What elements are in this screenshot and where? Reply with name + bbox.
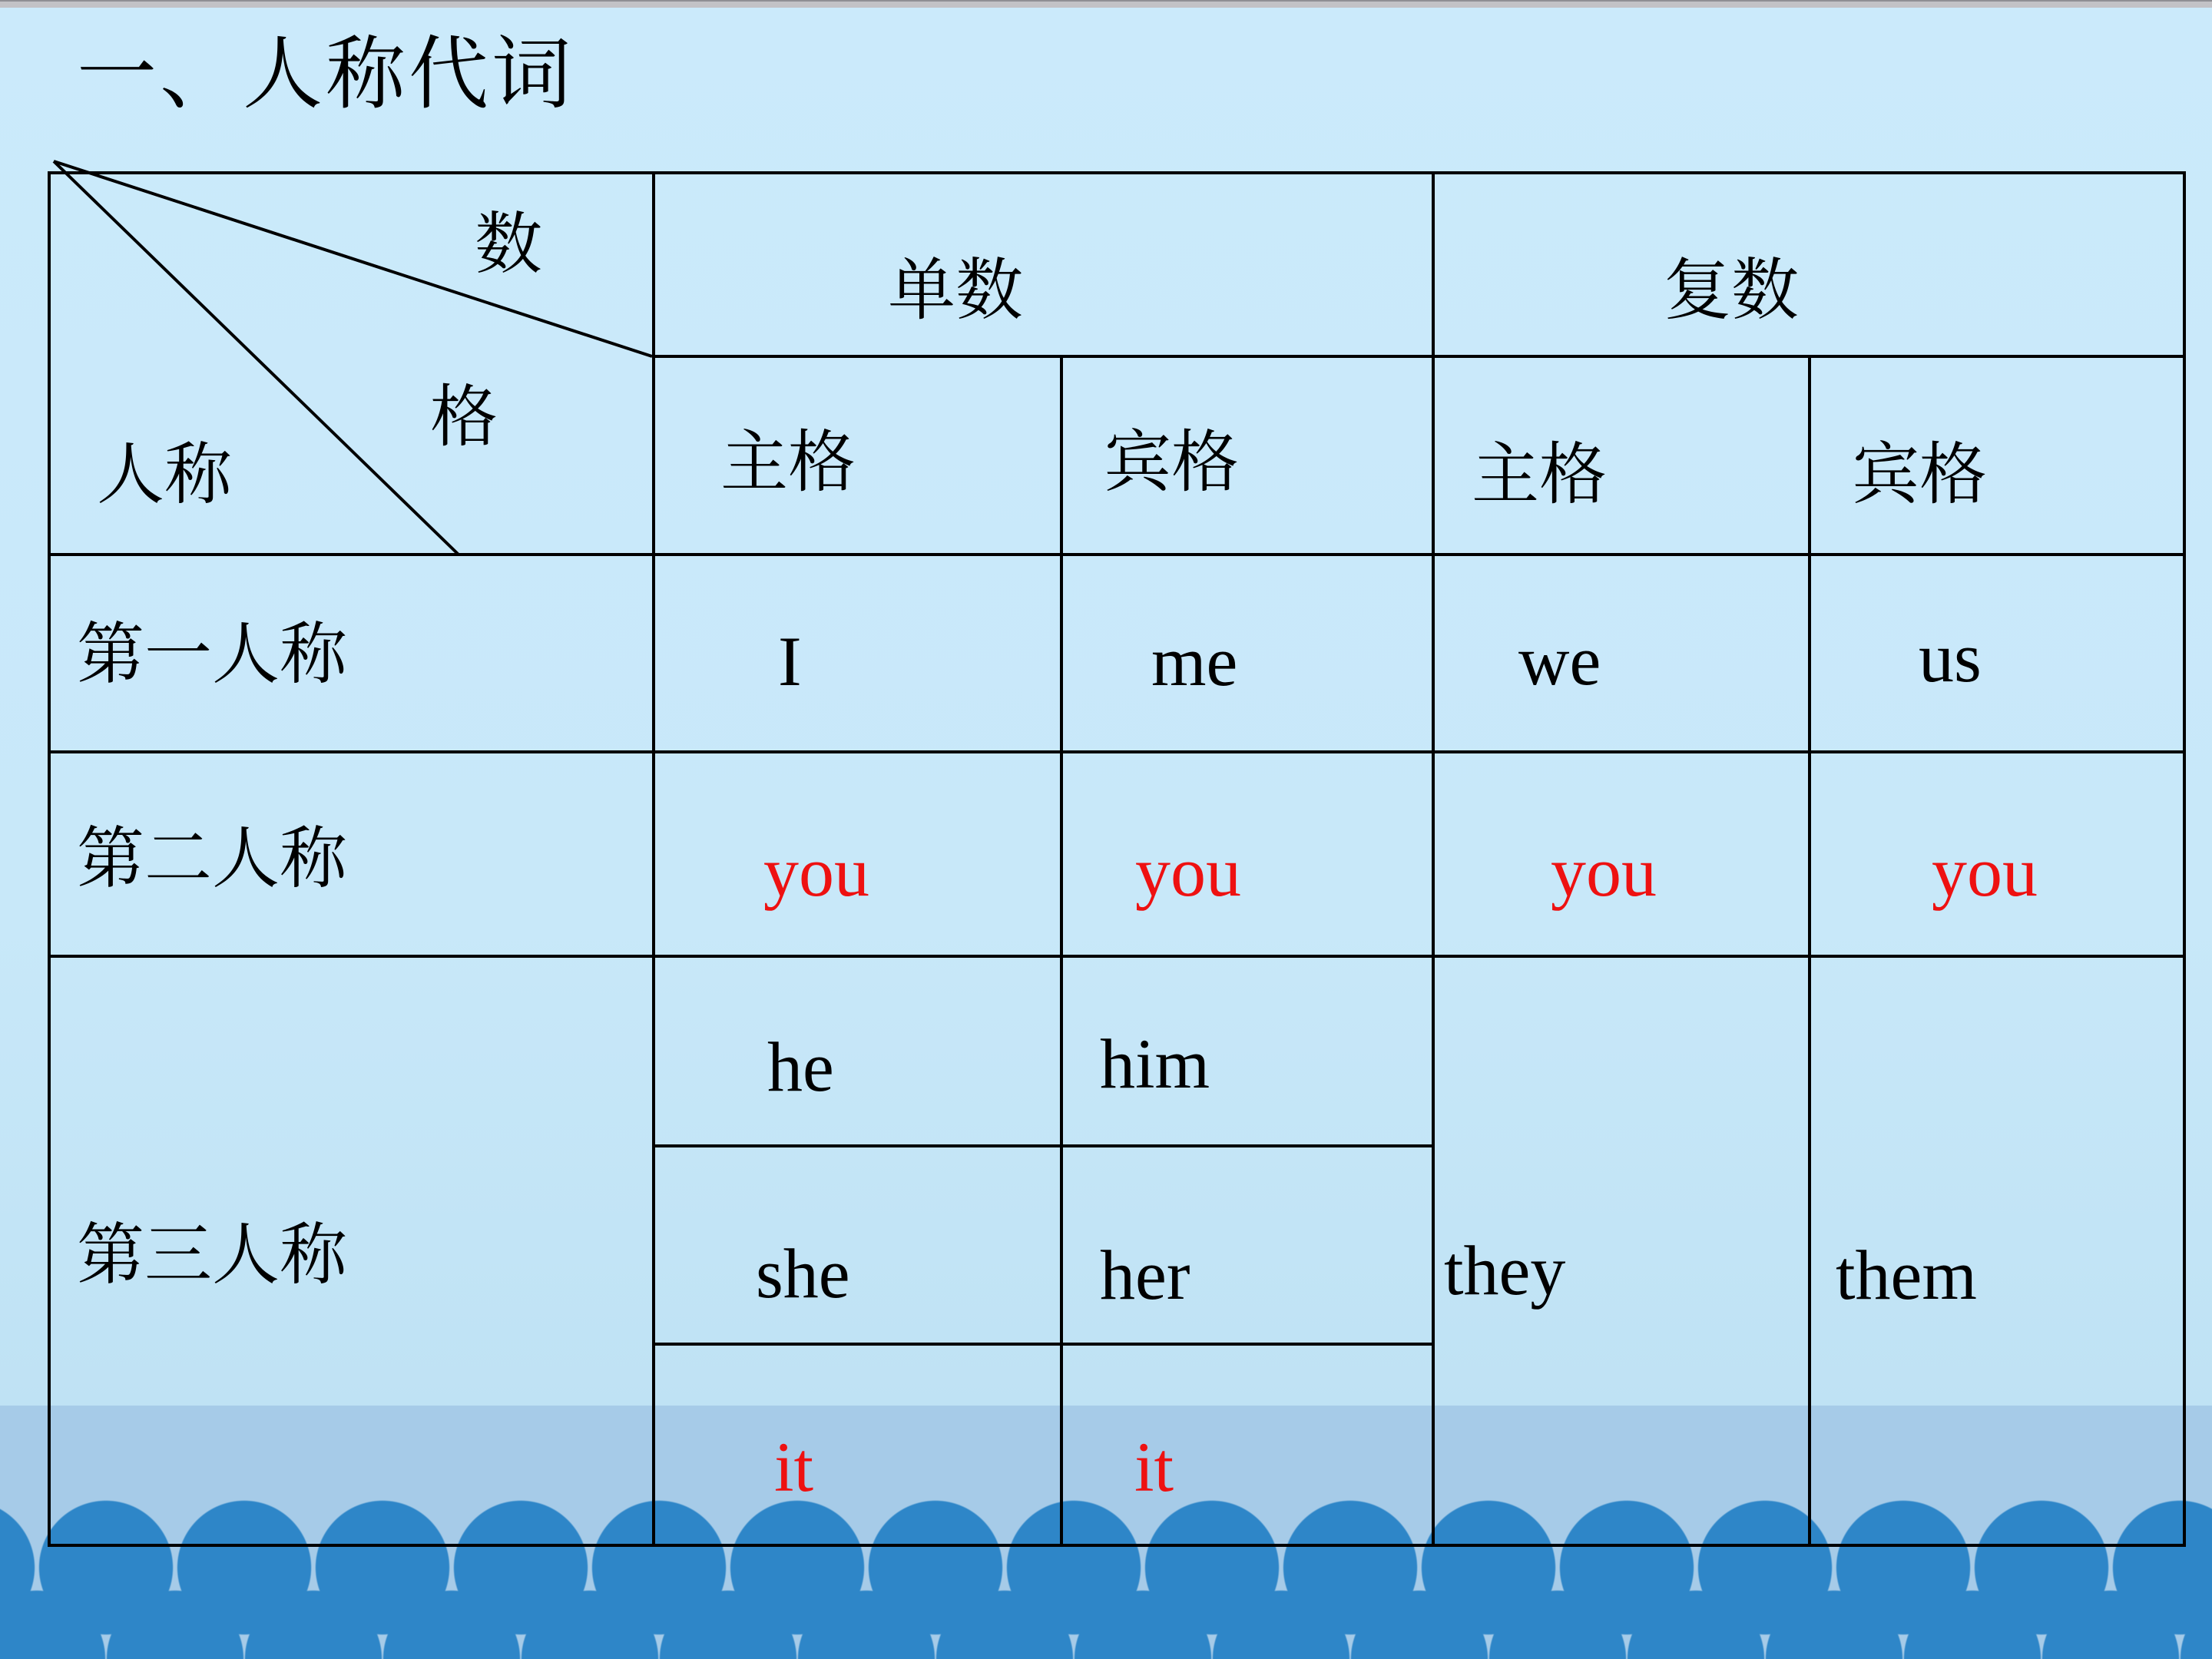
row-label-third-person: 第三人称: [77, 1219, 348, 1293]
header-singular-nominative: 主格: [720, 426, 856, 501]
cell-third-he: he: [767, 1028, 834, 1106]
cell-third-she: she: [756, 1234, 850, 1313]
cell-first-plural-objective: us: [1919, 618, 1982, 697]
cell-first-singular-objective: me: [1151, 622, 1238, 700]
cell-third-it-nominative: it: [774, 1428, 814, 1506]
page-title: 一、人称代词: [77, 31, 575, 119]
cell-third-they: they: [1444, 1231, 1566, 1310]
cell-second-singular-nominative: you: [763, 833, 869, 911]
corner-label-case: 格: [430, 381, 498, 455]
cell-first-singular-nominative: I: [778, 622, 802, 700]
header-plural-nominative: 主格: [1472, 439, 1608, 513]
cell-third-them: them: [1836, 1236, 1977, 1314]
cell-second-plural-objective: you: [1932, 833, 2038, 911]
cell-second-plural-nominative: you: [1551, 833, 1657, 911]
cell-third-him: him: [1100, 1025, 1210, 1103]
row-label-first-person: 第一人称: [77, 618, 348, 693]
header-singular-objective: 宾格: [1104, 426, 1240, 501]
cell-third-her: her: [1100, 1236, 1190, 1314]
header-plural: 复数: [1664, 254, 1800, 329]
corner-label-person: 人称: [97, 439, 233, 513]
cell-first-plural-nominative: we: [1518, 621, 1601, 700]
header-singular: 单数: [888, 254, 1024, 329]
cell-third-it-objective: it: [1134, 1428, 1174, 1506]
header-plural-objective: 宾格: [1852, 439, 1988, 513]
cell-second-singular-objective: you: [1135, 833, 1241, 911]
row-label-second-person: 第二人称: [77, 823, 348, 897]
corner-label-number: 数: [475, 208, 543, 283]
